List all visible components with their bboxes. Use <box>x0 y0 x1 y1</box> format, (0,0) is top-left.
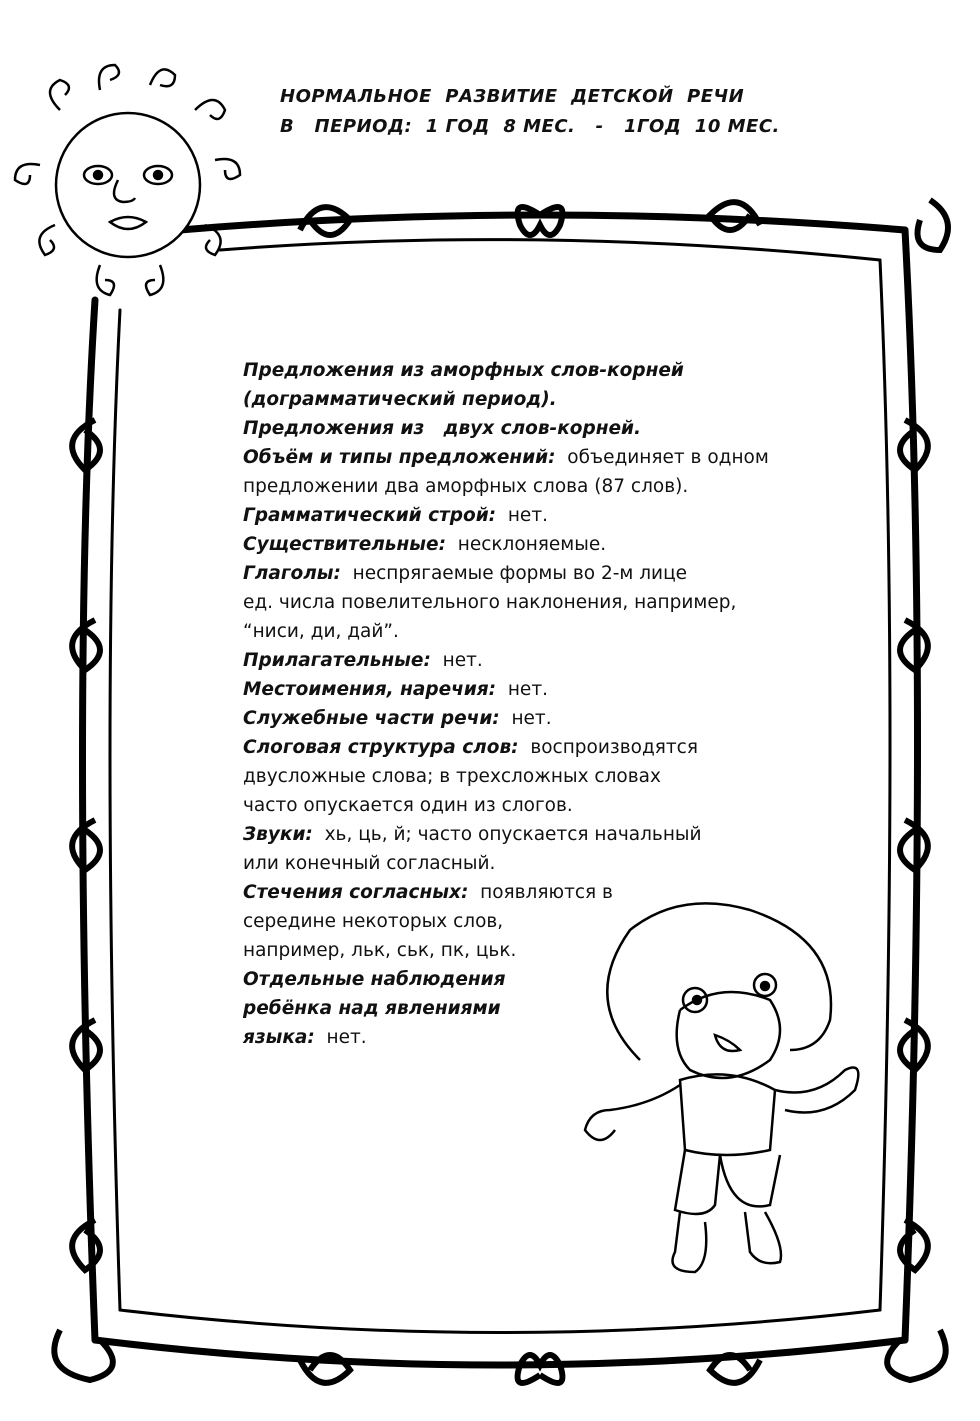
line-text: нет. <box>430 650 483 671</box>
text-line <box>243 617 803 646</box>
page-title-line-1: НОРМАЛЬНОЕ РАЗВИТИЕ ДЕТСКОЙ РЕЧИ <box>280 86 745 107</box>
line-label: Звуки: <box>243 824 313 845</box>
line-text: хь, ць, й; часто опускается начальный <box>312 824 702 845</box>
line-label: Объём и типы предложений: <box>243 447 556 468</box>
text-line <box>243 791 803 820</box>
text-line <box>243 588 803 617</box>
text-line <box>243 356 803 385</box>
text-line <box>243 965 803 994</box>
line-text: часто опускается один из слогов. <box>243 795 573 816</box>
text-line <box>243 501 803 530</box>
text-line <box>243 820 803 849</box>
line-text: несклоняемые. <box>445 534 607 555</box>
line-text: нет. <box>314 1027 367 1048</box>
text-line <box>243 849 803 878</box>
text-line <box>243 675 803 704</box>
text-line <box>243 762 803 791</box>
line-label: Предложения из аморфных слов-корней <box>243 360 684 381</box>
text-line <box>243 936 803 965</box>
line-label: ребёнка над явлениями <box>243 998 501 1019</box>
line-label: Грамматический строй: <box>243 505 497 526</box>
text-line <box>243 704 803 733</box>
line-text: двусложные слова; в трехсложных словах <box>243 766 661 787</box>
line-label: (дограмматический период). <box>243 389 557 410</box>
speech-development-description <box>243 356 803 1052</box>
line-text: ед. числа повелительного наклонения, например, <box>243 592 737 613</box>
line-text: середине некоторых слов, <box>243 911 504 932</box>
text-line <box>243 1023 803 1052</box>
line-label: Стечения согласных: <box>243 882 469 903</box>
line-text: нет. <box>499 708 552 729</box>
line-label: языка: <box>243 1027 315 1048</box>
line-text: нет. <box>496 505 548 526</box>
line-label: Предложения из двух слов-корней. <box>243 418 642 439</box>
text-line <box>243 414 803 443</box>
text-line <box>243 733 803 762</box>
line-text: воспроизводятся <box>518 737 698 758</box>
text-line <box>243 472 803 501</box>
text-line <box>243 559 803 588</box>
text-line <box>243 994 803 1023</box>
text-line <box>243 646 803 675</box>
line-label: Местоимения, наречия: <box>243 679 497 700</box>
line-text: например, льк, ськ, пк, цьк. <box>243 940 517 961</box>
line-text: нет. <box>496 679 548 700</box>
text-line <box>243 443 803 472</box>
text-line <box>243 878 803 907</box>
line-label: Существительные: <box>243 534 446 555</box>
line-label: Отдельные наблюдения <box>243 969 506 990</box>
text-line <box>243 907 803 936</box>
line-label: Глаголы: <box>243 563 341 584</box>
line-label: Слоговая структура слов: <box>243 737 519 758</box>
line-text: объединяет в одном <box>555 447 769 468</box>
line-label: Прилагательные: <box>243 650 431 671</box>
page-title-line-2: В ПЕРИОД: 1 ГОД 8 МЕС. - 1ГОД 10 МЕС. <box>280 116 780 137</box>
line-label: Служебные части речи: <box>243 708 500 729</box>
line-text: или конечный согласный. <box>243 853 496 874</box>
text-line <box>243 530 803 559</box>
line-text: неспрягаемые формы во 2-м лице <box>340 563 688 584</box>
line-text: “ниси, ди, дай”. <box>243 621 399 642</box>
text-line <box>243 385 803 414</box>
line-text: предложении два аморфных слова (87 слов). <box>243 476 689 497</box>
line-text: появляются в <box>468 882 613 903</box>
